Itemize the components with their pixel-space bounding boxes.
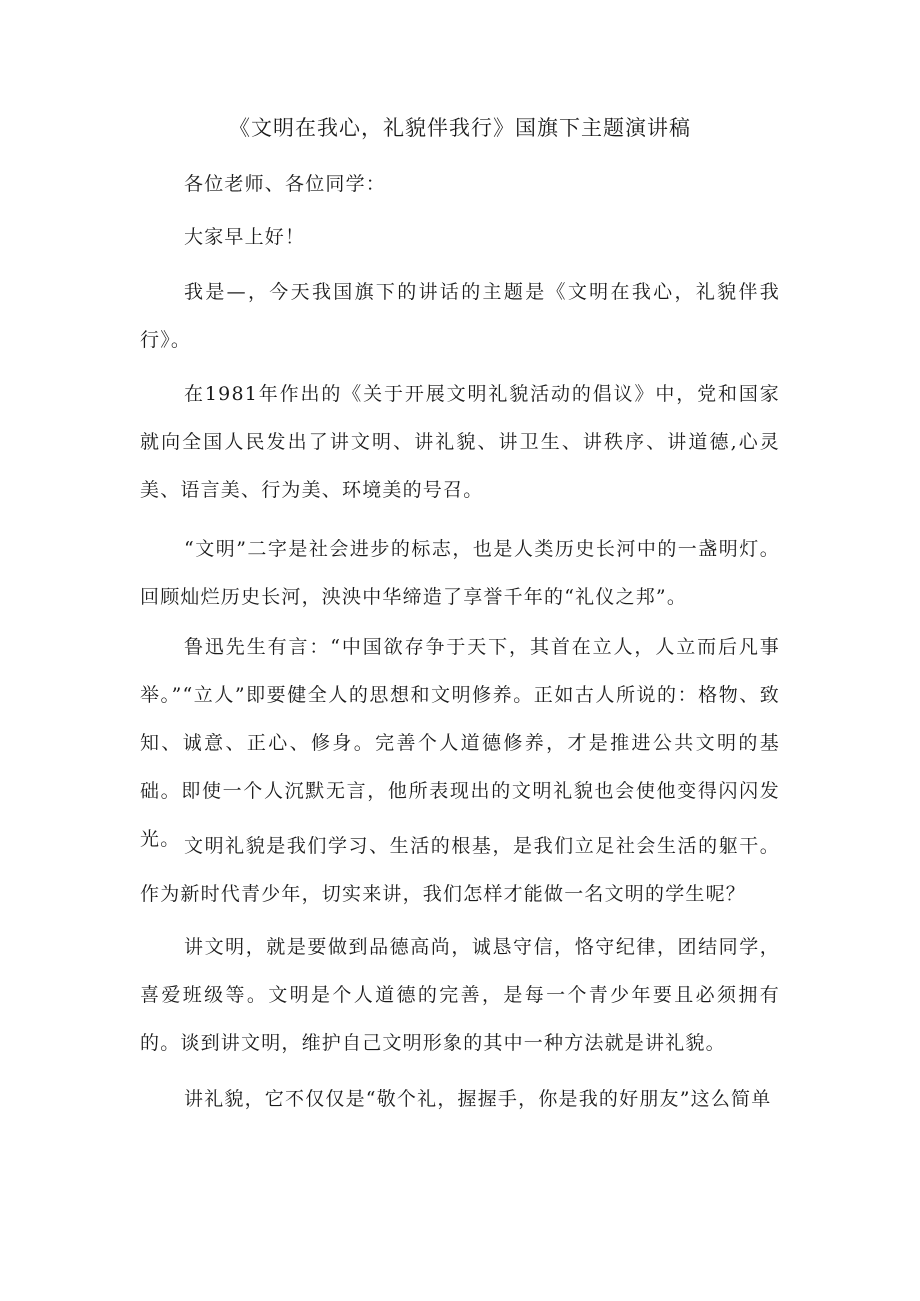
paragraph-body: 讲文明，就是要做到品德高尚，诚恳守信，恪守纪律，团结同学，喜爱班级等。文明是个人道德的完善，是每一个青少年要且必须拥有的。谈到讲文明，维护自己文明形象的其中一种方法就是讲礼貌。 <box>140 936 780 1054</box>
document-title: 《文明在我心，礼貌伴我行》国旗下主题演讲稿 <box>229 116 691 140</box>
paragraph-body: 文明礼貌是我们学习、生活的根基，是我们立足社会生活的躯干。作为新时代青少年，切实来讲，我们怎样才能做一名文明的学生呢？ <box>140 835 780 905</box>
paragraph-body: 讲礼貌，它不仅仅是“敬个礼，握握手，你是我的好朋友”这么简单 <box>184 1088 772 1110</box>
paragraph-salutation: 各位老师、各位同学： <box>184 173 387 195</box>
paragraph-body: 在1981年作出的《关于开展文明礼貌活动的倡议》中，党和国家就向全国人民发出了讲文明、讲礼貌、讲卫生、讲秩序、讲道德,心灵美、语言美、行为美、环境美的号召。 <box>140 383 780 501</box>
paragraph-body: “文明”二字是社会进步的标志，也是人类历史长河中的一盏明灯。回顾灿烂历史长河，泱泱中华缔造了享誉千年的“礼仪之邦”。 <box>140 538 780 608</box>
paragraph-greeting: 大家早上好！ <box>184 226 306 248</box>
paragraph-introduction: 我是—，今天我国旗下的讲话的主题是《文明在我心，礼貌伴我行》。 <box>140 281 780 351</box>
paragraph-body: 鲁迅先生有言：“中国欲存争于天下，其首在立人，人立而后凡事举。”“立人”即要健全人的思想和文明修养。正如古人所说的：格物、致知、诚意、正心、修身。完善个人道德修养，才是推进公共文明的基础。即使一个人沉默无言，他所表现出的文明礼貌也会使他变得闪闪发光。 <box>140 636 780 850</box>
